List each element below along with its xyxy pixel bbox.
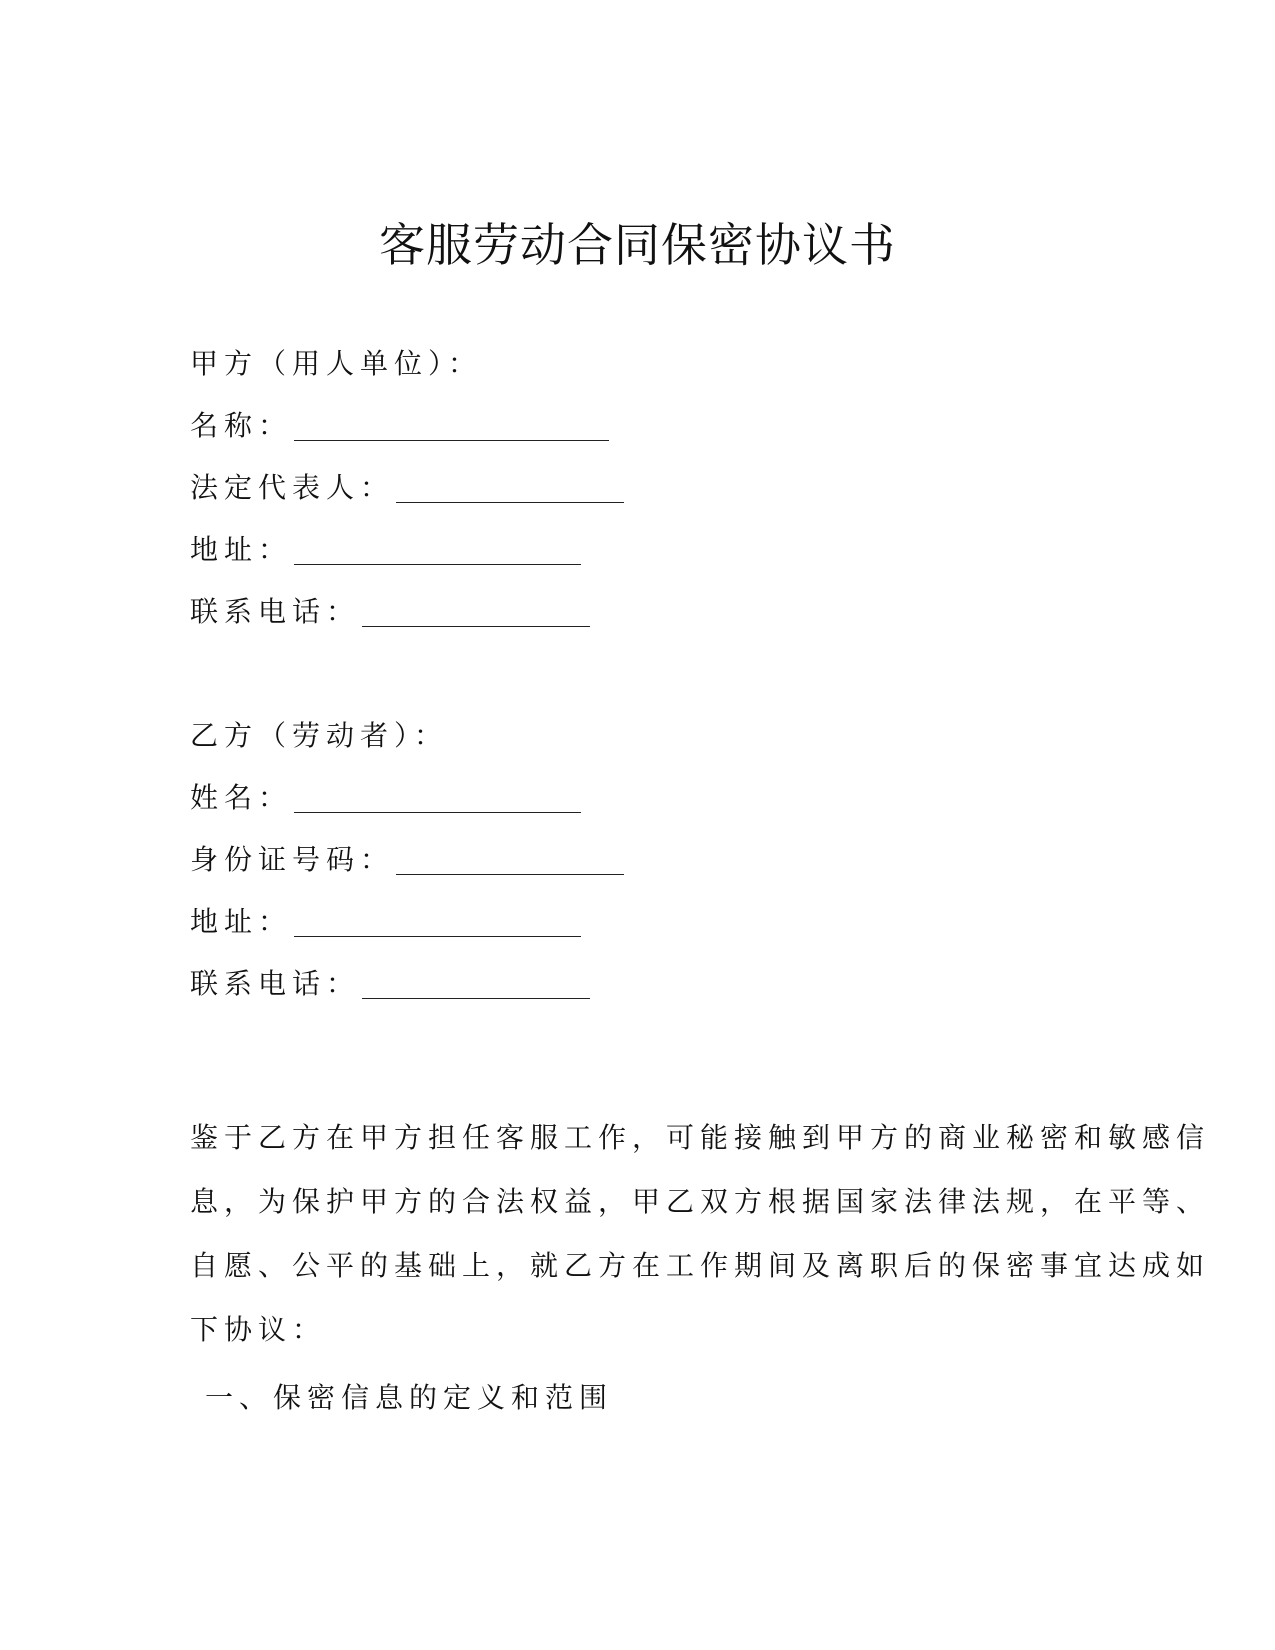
party-a-legal-rep-blank[interactable] [396, 474, 624, 503]
party-a-name-blank[interactable] [294, 412, 609, 441]
preamble-line: 下协议： [190, 1313, 327, 1346]
party-b-phone-row [190, 964, 590, 1004]
party-b-id-blank[interactable] [396, 846, 624, 875]
document-title: 客服劳动合同保密协议书 [379, 218, 896, 272]
party-b-name-blank[interactable] [294, 784, 581, 813]
party-a-address-row [190, 530, 581, 570]
party-b-address-row [190, 902, 581, 942]
party-a-name-row [190, 406, 609, 446]
preamble-line: 自愿、公平的基础上，就乙方在工作期间及离职后的保密事宜达成如 [190, 1249, 1211, 1282]
party-b-phone-blank[interactable] [362, 970, 590, 999]
party-b-name-label: 姓名： [190, 781, 293, 814]
party-a-name-label: 名称： [190, 409, 293, 442]
party-a-phone-row [190, 592, 590, 632]
party-a-legal-rep-row [190, 468, 624, 508]
party-a-address-label: 地址： [190, 533, 293, 566]
party-b-id-row [190, 840, 624, 880]
section-1-heading: 一、保密信息的定义和范围 [205, 1381, 614, 1414]
party-a-phone-label: 联系电话： [190, 595, 361, 628]
party-b-phone-label: 联系电话： [190, 967, 361, 1000]
party-b-name-row [190, 778, 581, 818]
party-a-address-blank[interactable] [294, 536, 581, 565]
preamble-line: 鉴于乙方在甲方担任客服工作，可能接触到甲方的商业秘密和敏感信 [190, 1121, 1211, 1154]
party-a-phone-blank[interactable] [362, 598, 590, 627]
party-b-id-label: 身份证号码： [190, 843, 395, 876]
party-a-heading: 甲方（用人单位）： [190, 347, 483, 380]
preamble-line: 息，为保护甲方的合法权益，甲乙双方根据国家法律法规，在平等、 [190, 1185, 1211, 1218]
party-a-legal-rep-label: 法定代表人： [190, 471, 395, 504]
preamble-paragraph [190, 1118, 1211, 1374]
party-b-address-label: 地址： [190, 905, 293, 938]
party-b-heading: 乙方（劳动者）： [190, 719, 449, 752]
party-b-address-blank[interactable] [294, 908, 581, 937]
